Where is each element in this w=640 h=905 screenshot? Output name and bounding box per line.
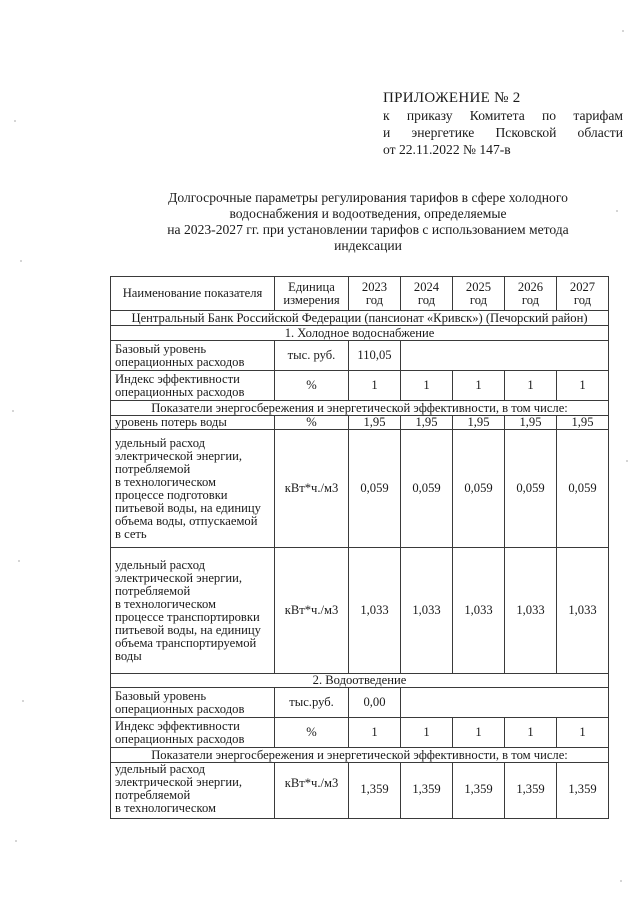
row-name: удельный расход электрической энергии, потребляемой в технологическом процессе подготовки питьевой воды, на единицу объема воды, отпускаемой в сеть <box>111 430 275 548</box>
row-name: Базовый уровень операционных расходов <box>111 688 275 718</box>
header-name: Наименование показателя <box>111 277 275 311</box>
row-value: 0,059 <box>505 430 557 548</box>
appendix-block <box>383 90 623 158</box>
row-name: удельный расход электрической энергии, потребляемой в технологическом <box>111 763 275 819</box>
row-unit: кВт*ч./м3 <box>275 430 349 548</box>
table-header-row <box>111 277 609 311</box>
row-value: 0,059 <box>453 430 505 548</box>
row-value: 1 <box>505 371 557 401</box>
row-value: 1,95 <box>505 416 557 430</box>
appendix-line-2: и энергетике Псковской области <box>383 125 623 140</box>
energy-header-row <box>111 401 609 416</box>
row-value: 1,359 <box>453 763 505 819</box>
table-row <box>111 371 609 401</box>
section-row <box>111 674 609 688</box>
row-unit: тыс. руб. <box>275 341 349 371</box>
row-value: 1,033 <box>505 548 557 674</box>
title-line-2: водоснабжения и водоотведения, определяемые <box>229 206 507 221</box>
parameters-table <box>110 276 609 819</box>
row-empty <box>401 688 609 718</box>
row-unit: % <box>275 371 349 401</box>
row-value: 1,359 <box>557 763 609 819</box>
table-row <box>111 341 609 371</box>
section-row <box>111 326 609 341</box>
row-value: 110,05 <box>349 341 401 371</box>
row-value: 1,95 <box>349 416 401 430</box>
row-unit: тыс.руб. <box>275 688 349 718</box>
row-value: 1,359 <box>401 763 453 819</box>
row-value: 1,95 <box>401 416 453 430</box>
section-title-wastewater: 2. Водоотведение <box>111 674 609 688</box>
row-value: 0,00 <box>349 688 401 718</box>
energy-header-row <box>111 748 609 763</box>
title-line-1: Долгосрочные параметры регулирования тарифов в сфере холодного <box>168 190 568 205</box>
row-value: 1 <box>349 371 401 401</box>
table-row <box>111 548 609 674</box>
row-value: 1,359 <box>505 763 557 819</box>
header-unit: Единица измерения <box>275 277 349 311</box>
energy-header: Показатели энергосбережения и энергетической эффективности, в том числе: <box>111 401 609 416</box>
row-value: 1 <box>401 718 453 748</box>
row-name: Индекс эффективности операционных расходов <box>111 718 275 748</box>
title-line-4: индексации <box>334 238 402 253</box>
row-value: 1,033 <box>401 548 453 674</box>
row-name: уровень потерь воды <box>111 416 275 430</box>
row-value: 0,059 <box>401 430 453 548</box>
row-value: 0,059 <box>557 430 609 548</box>
organization-name: Центральный Банк Российской Федерации (пансионат «Кривск») (Печорский район) <box>111 311 609 326</box>
row-name: удельный расход электрической энергии, потребляемой в технологическом процессе транспортировки питьевой воды, на единицу объема транспортируемой воды <box>111 548 275 674</box>
table-row <box>111 763 609 819</box>
row-unit: % <box>275 718 349 748</box>
row-value: 0,059 <box>349 430 401 548</box>
header-year-2024: 2024 год <box>401 277 453 311</box>
header-year-2023: 2023 год <box>349 277 401 311</box>
header-year-2026: 2026 год <box>505 277 557 311</box>
table-row <box>111 416 609 430</box>
row-name: Индекс эффективности операционных расходов <box>111 371 275 401</box>
appendix-line-1: к приказу Комитета по тарифам <box>383 108 623 123</box>
row-value: 1 <box>349 718 401 748</box>
row-value: 1,95 <box>453 416 505 430</box>
appendix-line-3: от 22.11.2022 № 147-в <box>383 142 511 157</box>
row-unit: кВт*ч./м3 <box>275 548 349 674</box>
row-unit: кВт*ч./м3 <box>275 763 349 819</box>
row-value: 1 <box>453 718 505 748</box>
row-value: 1,033 <box>453 548 505 674</box>
row-value: 1 <box>557 718 609 748</box>
section-title-water-supply: 1. Холодное водоснабжение <box>111 326 609 341</box>
title-line-3: на 2023-2027 гг. при установлении тарифов с использованием метода <box>167 222 569 237</box>
row-name: Базовый уровень операционных расходов <box>111 341 275 371</box>
row-empty <box>401 341 609 371</box>
row-value: 1 <box>453 371 505 401</box>
row-value: 1 <box>557 371 609 401</box>
table-row <box>111 718 609 748</box>
row-value: 1 <box>401 371 453 401</box>
row-value: 1 <box>505 718 557 748</box>
document-title <box>128 190 608 254</box>
appendix-title: ПРИЛОЖЕНИЕ № 2 <box>383 90 521 106</box>
header-year-2027: 2027 год <box>557 277 609 311</box>
table-row <box>111 430 609 548</box>
organization-row <box>111 311 609 326</box>
energy-header: Показатели энергосбережения и энергетической эффективности, в том числе: <box>111 748 609 763</box>
row-value: 1,033 <box>349 548 401 674</box>
row-value: 1,359 <box>349 763 401 819</box>
row-value: 1,95 <box>557 416 609 430</box>
row-unit: % <box>275 416 349 430</box>
table-row <box>111 688 609 718</box>
header-year-2025: 2025 год <box>453 277 505 311</box>
row-value: 1,033 <box>557 548 609 674</box>
